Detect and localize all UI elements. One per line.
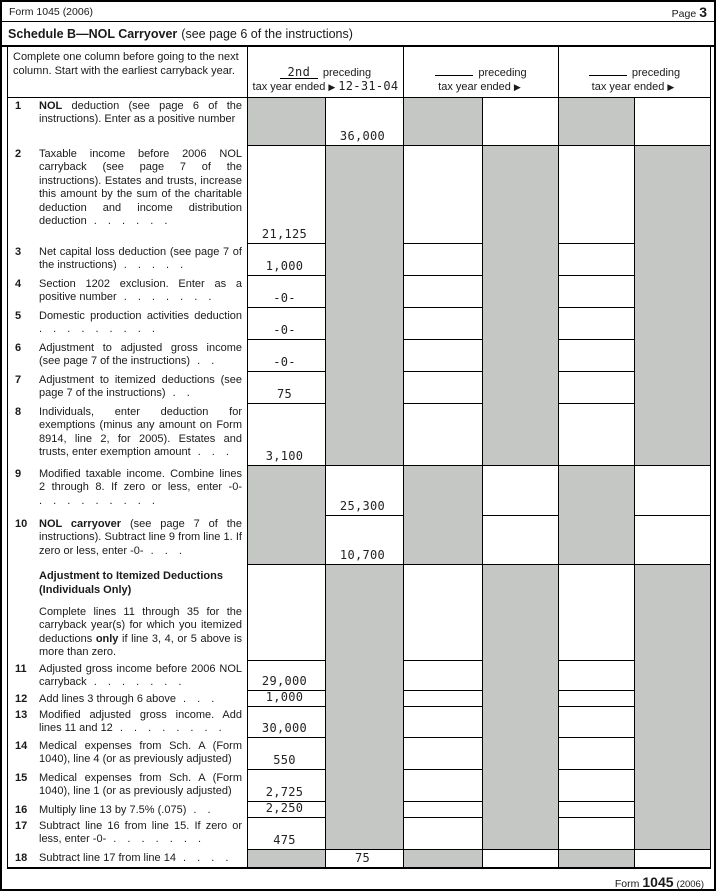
right-arrow-icon: ▶ — [328, 82, 336, 92]
entry-value: 475 — [273, 833, 296, 847]
entry-cell-col2-right — [482, 516, 558, 565]
entry-cell-col2-left — [403, 372, 482, 404]
entry-cell-col3-right — [634, 98, 710, 146]
entry-cell-col1-left — [247, 340, 325, 372]
row-description — [8, 404, 247, 466]
shaded-cell-col3-right — [634, 691, 710, 707]
entry-cell-col3-left — [558, 691, 634, 707]
table-body — [8, 98, 710, 867]
row-description — [8, 98, 247, 146]
entry-cell-col1-left — [247, 372, 325, 404]
entry-cell-col2-left — [403, 818, 482, 850]
shaded-cell-col1-left — [247, 850, 325, 867]
ordinal-entry — [435, 75, 473, 76]
shaded-cell-col2-right — [482, 565, 558, 661]
entry-cell-col3-left — [558, 340, 634, 372]
table-row-line-17 — [8, 818, 710, 850]
entry-cell-col2-left — [403, 146, 482, 244]
dot-leader: . . . . . . . . . — [39, 323, 159, 336]
line-number: 18 — [15, 852, 28, 864]
entry-cell-col3-left — [558, 707, 634, 738]
entry-cell-col1-left — [247, 661, 325, 691]
line-number: 13 — [15, 709, 28, 721]
entry-cell-col1-left — [247, 276, 325, 308]
row-description — [8, 802, 247, 818]
shaded-cell-col3-left — [558, 98, 634, 146]
dot-leader: . . . . . . . — [116, 291, 216, 304]
form-id-top: Form 1045 (2006) — [9, 5, 94, 18]
row-description — [8, 850, 247, 867]
shaded-cell-col3-right — [634, 372, 710, 404]
table-row-line-1 — [8, 98, 710, 146]
dot-leader: . . . . — [175, 852, 233, 864]
entry-cell-col1-left — [247, 565, 325, 661]
table-row-line-15 — [8, 770, 710, 802]
row-description — [8, 146, 247, 244]
table-row-line-12 — [8, 691, 710, 707]
entry-cell-col3-left — [558, 404, 634, 466]
row-label: Adjusted gross income before 2006 NOL carryback . . . . . . . — [39, 663, 242, 689]
shaded-cell-col1-right — [325, 340, 403, 372]
shaded-cell-col2-right — [482, 707, 558, 738]
shaded-cell-col1-right — [325, 802, 403, 818]
row-description — [8, 340, 247, 372]
row-label: Net capital loss deduction (see page 7 of the instructions) . . . . . — [39, 246, 242, 272]
line-number: 11 — [15, 663, 27, 675]
row-label: Add lines 3 through 6 above . . . — [39, 693, 219, 705]
entry-value: 36,000 — [339, 129, 386, 143]
entry-cell-col3-right — [634, 516, 710, 565]
entry-cell-col2-left — [403, 738, 482, 770]
entry-value: 29,000 — [261, 674, 308, 688]
dot-leader: . . . . . . . . . — [39, 494, 159, 507]
entry-cell-col1-left — [247, 707, 325, 738]
row-description — [8, 661, 247, 691]
table-row-line-11 — [8, 661, 710, 691]
entry-cell-col2-left — [403, 691, 482, 707]
shaded-cell-col1-right — [325, 244, 403, 276]
col-header-2nd-preceding: 2nd preceding tax year ended ▶ 12-31-04 — [247, 47, 403, 98]
entry-cell-col2-left — [403, 707, 482, 738]
row-label: Adjustment to itemized deductions (see page 7 of the instructions) . . — [39, 374, 242, 400]
entry-value: -0- — [273, 323, 296, 337]
shaded-cell-col2-left — [403, 466, 482, 516]
shaded-cell-col1-right — [325, 661, 403, 691]
table-row-line-3 — [8, 244, 710, 276]
shaded-cell-col3-right — [634, 276, 710, 308]
shaded-cell-col2-right — [482, 308, 558, 340]
table-row-line-13 — [8, 707, 710, 738]
entry-cell-col2-left — [403, 308, 482, 340]
shaded-cell-col2-right — [482, 372, 558, 404]
entry-cell-col2-right — [482, 98, 558, 146]
entry-cell-col1-right — [325, 516, 403, 565]
shaded-cell-col2-left — [403, 516, 482, 565]
section-heading: Adjustment to Itemized Deductions (Individuals Only) — [39, 570, 223, 596]
entry-cell-col2-left — [403, 770, 482, 802]
table-row-line-4 — [8, 276, 710, 308]
row-description — [8, 466, 247, 516]
row-label: Multiply line 13 by 7.5% (.075) . . — [39, 804, 215, 816]
shaded-cell-col2-right — [482, 244, 558, 276]
entry-cell-col2-left — [403, 244, 482, 276]
row-description — [8, 818, 247, 850]
page-header-strip — [2, 2, 714, 22]
shaded-cell-col1-right — [325, 707, 403, 738]
entry-cell-col1-left — [247, 770, 325, 802]
row-label: NOL carryover (see page 7 of the instructions). Subtract line 9 from line 1. If zero or less, enter -0- . . . — [39, 518, 243, 557]
dot-leader: . . . . . . . — [106, 833, 206, 846]
line-number: 6 — [15, 342, 22, 354]
line-number: 10 — [15, 518, 28, 530]
entry-value: 75 — [276, 387, 293, 401]
entry-cell-col2-left — [403, 802, 482, 818]
shaded-cell-col1-right — [325, 308, 403, 340]
entry-cell-col2-left — [403, 404, 482, 466]
entry-cell-col1-left — [247, 691, 325, 707]
shaded-cell-col3-right — [634, 818, 710, 850]
entry-value: 10,700 — [339, 548, 386, 562]
entry-cell-col2-right — [482, 850, 558, 867]
entry-cell-col3-left — [558, 770, 634, 802]
shaded-cell-col2-right — [482, 802, 558, 818]
entry-cell-col3-right — [634, 466, 710, 516]
row-description — [8, 244, 247, 276]
dot-leader: . . — [190, 355, 219, 368]
entry-cell-col3-left — [558, 372, 634, 404]
row-label: Domestic production activities deduction . . . . . . . . . — [39, 310, 242, 336]
entry-value: 550 — [273, 753, 296, 767]
table-row-line-9 — [8, 466, 710, 516]
shaded-cell-col3-right — [634, 308, 710, 340]
shaded-cell-col1-right — [325, 146, 403, 244]
line-number: 16 — [15, 804, 28, 816]
table-row-line-16 — [8, 802, 710, 818]
shaded-cell-col1-left — [247, 98, 325, 146]
shaded-cell-col1-right — [325, 565, 403, 661]
row-label: Medical expenses from Sch. A (Form 1040), line 1 (or as previously adjusted) — [39, 772, 242, 798]
row-label: NOL deduction (see page 6 of the instructions). Enter as a positive number — [39, 100, 242, 126]
desc-header-cell — [8, 47, 247, 98]
entry-cell-col1-left — [247, 308, 325, 340]
shaded-cell-col1-right — [325, 276, 403, 308]
entry-cell-col1-left — [247, 818, 325, 850]
entry-cell-col2-left — [403, 661, 482, 691]
row-label: Individuals, enter deduction for exemptions (minus any amount on Form 8914, line 2, for 2005). Estates and trusts, enter exemption amount . . . — [39, 406, 242, 459]
entry-cell-col3-left — [558, 661, 634, 691]
section-row — [8, 565, 710, 661]
shaded-cell-col3-left — [558, 850, 634, 867]
shaded-cell-col1-right — [325, 404, 403, 466]
dot-leader: . . . — [176, 693, 219, 705]
entry-value: 25,300 — [339, 499, 386, 513]
entry-value: 30,000 — [261, 721, 308, 735]
entry-cell-col1-left — [247, 404, 325, 466]
shaded-cell-col1-left — [247, 466, 325, 516]
shaded-cell-col3-left — [558, 516, 634, 565]
table-row-line-8 — [8, 404, 710, 466]
page-number: Page 3 — [671, 3, 707, 20]
dot-leader: . . — [186, 804, 215, 816]
row-label: Taxable income before 2006 NOL carryback (see page 7 of the instructions). Estates and trusts, increase this amount by the sum of the charitable deduction and income distribution deduction . . . . . . — [39, 148, 242, 228]
line-number: 2 — [15, 148, 22, 160]
tax-year-date-entry: 12-31-04 — [338, 79, 399, 93]
row-description — [8, 691, 247, 707]
schedule-title-note: (see page 6 of the instructions) — [181, 26, 353, 41]
shaded-cell-col2-left — [403, 98, 482, 146]
row-label: Adjustment to adjusted gross income (see page 7 of the instructions) . . — [39, 342, 242, 368]
entry-cell-col1-left — [247, 244, 325, 276]
line-number: 15 — [15, 772, 28, 784]
page-footer: Form 1045 (2006) — [614, 874, 704, 890]
shaded-cell-col2-right — [482, 661, 558, 691]
shaded-cell-col3-left — [558, 466, 634, 516]
line-number: 3 — [15, 246, 22, 258]
table-row-line-10 — [8, 516, 710, 565]
entry-value: 75 — [354, 851, 371, 865]
dot-leader: . . . — [143, 544, 186, 557]
table-row-line-2 — [8, 146, 710, 244]
dot-leader: . . . . . . — [86, 215, 172, 228]
shaded-cell-col2-right — [482, 691, 558, 707]
shaded-cell-col3-right — [634, 770, 710, 802]
shaded-cell-col2-right — [482, 770, 558, 802]
table-row-line-7 — [8, 372, 710, 404]
shaded-cell-col1-right — [325, 818, 403, 850]
right-arrow-icon: ▶ — [513, 82, 521, 92]
shaded-cell-col2-right — [482, 276, 558, 308]
schedule-title-bar — [2, 22, 714, 47]
entry-cell-col2-right — [482, 466, 558, 516]
entry-cell-col3-left — [558, 276, 634, 308]
entry-cell-col1-right — [325, 850, 403, 867]
entry-cell-col2-left — [403, 565, 482, 661]
dot-leader: . . — [165, 387, 194, 400]
shaded-cell-col2-left — [403, 850, 482, 867]
shaded-cell-col2-right — [482, 146, 558, 244]
entry-cell-col3-left — [558, 818, 634, 850]
dot-leader: . . . . . . . . — [112, 722, 226, 735]
row-description — [8, 738, 247, 770]
nol-carryover-table — [7, 47, 711, 869]
entry-cell-col3-left — [558, 308, 634, 340]
row-label: Medical expenses from Sch. A (Form 1040), line 4 (or as previously adjusted) — [39, 740, 242, 766]
entry-value: -0- — [273, 291, 296, 305]
line-number: 1 — [15, 100, 22, 112]
row-label: Modified taxable income. Combine lines 2 through 8. If zero or less, enter -0- . . . . . . . . . — [39, 468, 242, 507]
table-row-line-5 — [8, 308, 710, 340]
shaded-cell-col1-right — [325, 691, 403, 707]
dot-leader: . . . . . — [116, 259, 188, 272]
ordinal-entry: 2nd — [280, 67, 318, 79]
row-label: Modified adjusted gross income. Add lines 11 and 12 . . . . . . . . — [39, 709, 242, 735]
desc-header-text: Complete one column before going to the next column. Start with the earliest carryback year. — [13, 51, 239, 77]
entry-cell-col1-right — [325, 98, 403, 146]
entry-value: 21,125 — [261, 227, 308, 241]
line-number: 17 — [15, 820, 28, 832]
entry-cell-col1-left — [247, 146, 325, 244]
row-description — [8, 372, 247, 404]
entry-cell-col1-right — [325, 466, 403, 516]
entry-value: 2,725 — [265, 785, 304, 799]
shaded-cell-col3-right — [634, 244, 710, 276]
line-number: 4 — [15, 278, 22, 290]
shaded-cell-col1-right — [325, 372, 403, 404]
shaded-cell-col2-right — [482, 738, 558, 770]
entry-cell-col3-right — [634, 850, 710, 867]
shaded-cell-col1-left — [247, 516, 325, 565]
shaded-cell-col2-right — [482, 404, 558, 466]
col-header-preceding-3: preceding tax year ended ▶ — [558, 47, 710, 98]
shaded-cell-col3-right — [634, 707, 710, 738]
shaded-cell-col3-right — [634, 404, 710, 466]
table-row-line-6 — [8, 340, 710, 372]
shaded-cell-col2-right — [482, 340, 558, 372]
footer-form-number: 1045 — [642, 874, 674, 890]
entry-value: -0- — [273, 355, 296, 369]
schedule-title: Schedule B—NOL Carryover — [8, 26, 178, 41]
entry-value: 1,000 — [265, 690, 304, 704]
entry-value: 1,000 — [265, 259, 304, 273]
row-description — [8, 707, 247, 738]
col-header-preceding-2: preceding tax year ended ▶ — [403, 47, 558, 98]
row-description — [8, 308, 247, 340]
dot-leader: . . . . . . . — [86, 676, 186, 689]
shaded-cell-col1-right — [325, 738, 403, 770]
line-number: 14 — [15, 740, 28, 752]
ordinal-entry — [589, 75, 627, 76]
entry-cell-col3-left — [558, 738, 634, 770]
shaded-cell-col3-right — [634, 340, 710, 372]
row-description — [8, 516, 247, 565]
row-label: Subtract line 17 from line 14 . . . . — [39, 852, 233, 864]
row-description — [8, 276, 247, 308]
dot-leader: . . . — [190, 446, 233, 459]
line-number: 9 — [15, 468, 22, 480]
entry-cell-col3-left — [558, 565, 634, 661]
shaded-cell-col3-right — [634, 802, 710, 818]
shaded-cell-col1-right — [325, 770, 403, 802]
row-description — [8, 565, 247, 661]
row-label: Subtract line 16 from line 15. If zero or less, enter -0- . . . . . . . — [39, 820, 242, 846]
line-number: 5 — [15, 310, 22, 322]
line-number: 8 — [15, 406, 22, 418]
entry-cell-col3-left — [558, 244, 634, 276]
table-header-row — [8, 47, 710, 98]
shaded-cell-col3-right — [634, 146, 710, 244]
row-description — [8, 770, 247, 802]
entry-cell-col3-left — [558, 146, 634, 244]
shaded-cell-col3-right — [634, 565, 710, 661]
line-number: 12 — [15, 693, 28, 705]
entry-value: 2,250 — [265, 801, 304, 815]
table-row-line-14 — [8, 738, 710, 770]
right-arrow-icon: ▶ — [667, 82, 675, 92]
entry-cell-col1-left — [247, 802, 325, 818]
shaded-cell-col2-right — [482, 818, 558, 850]
section-paragraph: Complete lines 11 through 35 for the carryback year(s) for which you itemized deductions only if line 3, 4, or 5 above is more than zero. — [39, 606, 243, 659]
entry-cell-col2-left — [403, 340, 482, 372]
table-row-line-18 — [8, 850, 710, 867]
shaded-cell-col3-right — [634, 661, 710, 691]
entry-cell-col2-left — [403, 276, 482, 308]
line-number: 7 — [15, 374, 22, 386]
entry-cell-col1-left — [247, 738, 325, 770]
row-label: Section 1202 exclusion. Enter as a positive number . . . . . . . — [39, 278, 242, 304]
shaded-cell-col3-right — [634, 738, 710, 770]
entry-value: 3,100 — [265, 449, 304, 463]
entry-cell-col3-left — [558, 802, 634, 818]
